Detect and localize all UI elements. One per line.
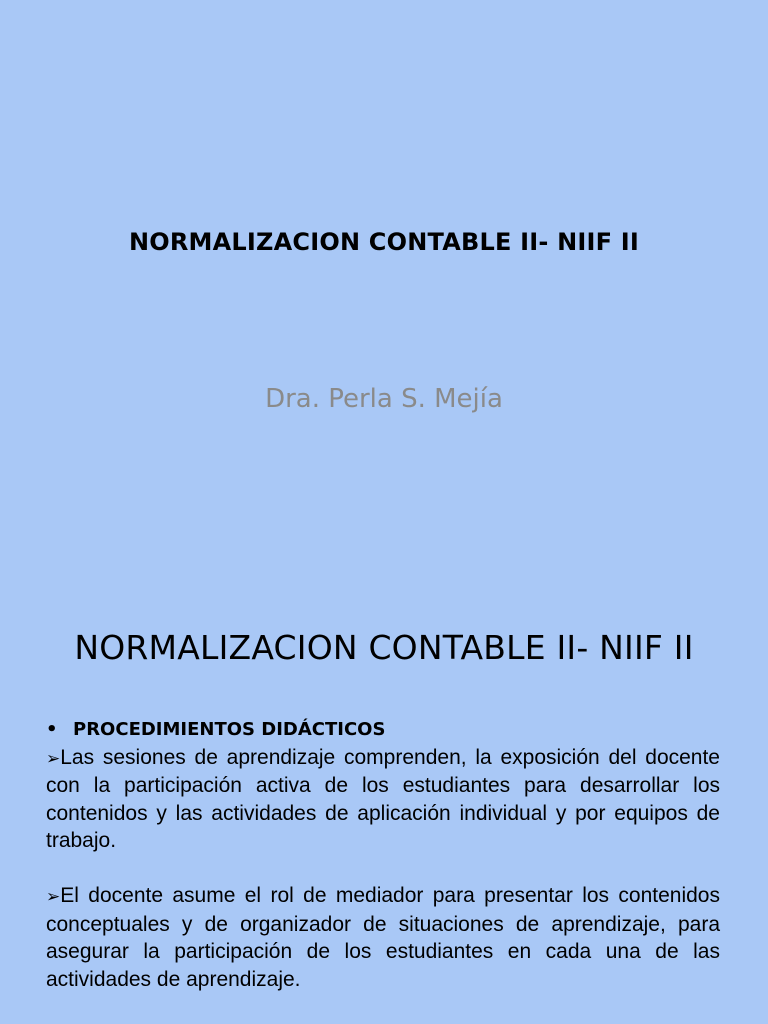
- arrow-bullet-icon: ➢: [46, 887, 61, 906]
- bullet-icon: •: [46, 719, 58, 740]
- paragraph-1: [46, 744, 720, 855]
- slide-subtitle: Dra. Perla S. Mejía: [265, 384, 503, 414]
- slide-title: NORMALIZACION CONTABLE II- NIIF II: [74, 628, 694, 667]
- content-slide: [0, 576, 768, 1024]
- section-heading-text: PROCEDIMIENTOS DIDÁCTICOS: [73, 719, 386, 740]
- paragraph-text: Las sesiones de aprendizaje comprenden, la exposición del docente con la participación activa de los estudiantes para desarrollar los contenidos y las actividades de aplicación individual y por equipos de trabajo.: [46, 745, 720, 852]
- arrow-bullet-icon: ➢: [46, 748, 61, 768]
- paragraph-2: [46, 882, 720, 993]
- section-heading: [46, 716, 720, 744]
- slide-title: NORMALIZACION CONTABLE II- NIIF II: [128, 228, 640, 256]
- slide-body: [46, 716, 720, 993]
- paragraph-text: El docente asume el rol de mediador para presentar los contenidos conceptuales y de organizador de situaciones de aprendizaje, para asegurar la participación de los estudiantes en cada una de las actividades de aprendizaje.: [46, 884, 720, 991]
